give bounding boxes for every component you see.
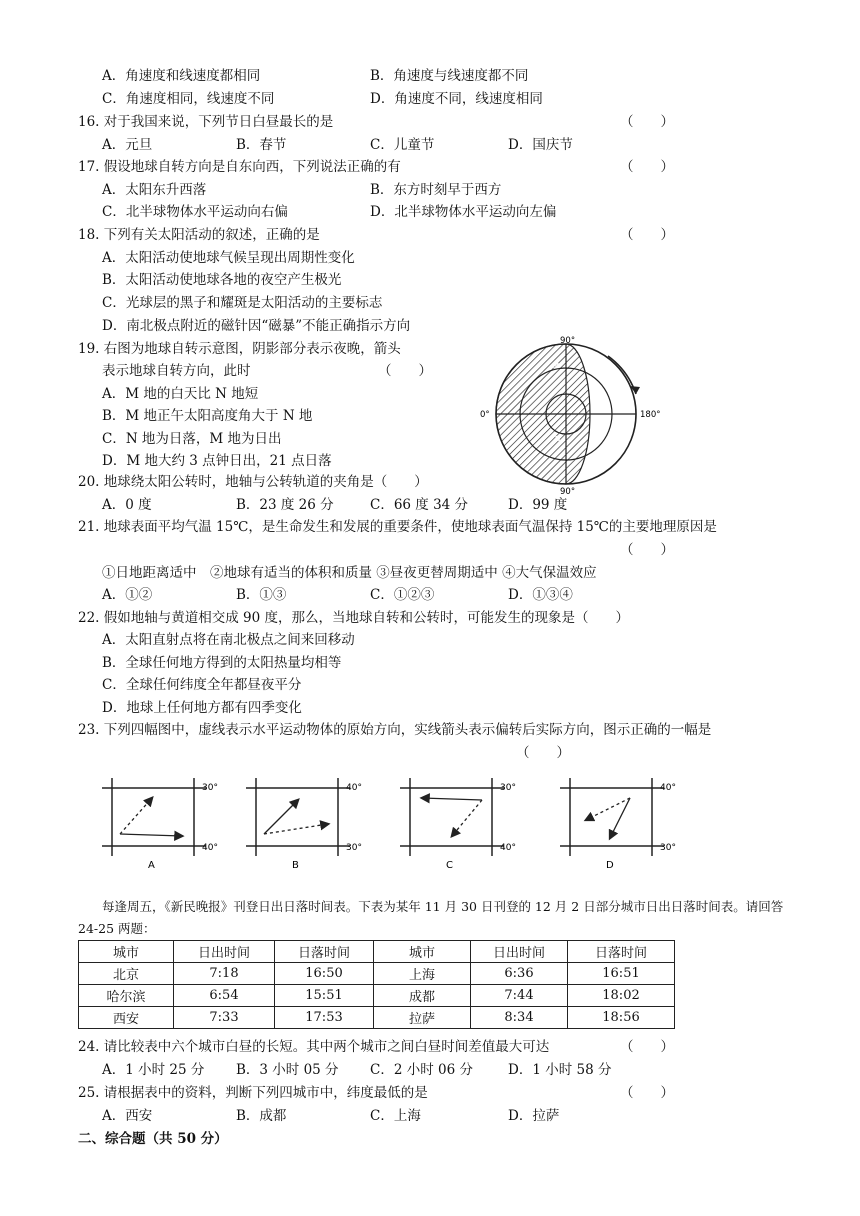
deflection-figure-b: [246, 778, 376, 868]
deflection-figure-c: [400, 778, 530, 868]
table-header-row: [79, 941, 675, 963]
q16-option-b: B．春节: [236, 137, 287, 153]
q22-option-c: C．全球任何纬度全年都昼夜平分: [102, 677, 302, 693]
fig-a-label: A: [148, 860, 155, 868]
q25-option-b: B．成都: [236, 1108, 287, 1124]
q18-option-d: D．南北极点附近的磁针因“磁暴”不能正确指示方向: [102, 318, 411, 334]
q16-answer-paren: （ ）: [620, 114, 674, 130]
q24-stem: 24. 请比较表中六个城市白昼的长短。其中两个城市之间白昼时间差值最大可达: [78, 1039, 550, 1055]
q15-option-d: D．角速度不同，线速度相同: [370, 91, 543, 107]
table-cell: 上海: [374, 963, 471, 985]
fig-a-bottom-lat: 40°: [202, 843, 218, 853]
table-cell: 成都: [374, 985, 471, 1007]
q17-answer-paren: （ ）: [620, 159, 674, 175]
q17-stem: 17. 假设地球自转方向是自东向西，下列说法正确的有: [78, 159, 401, 175]
fig-d-bottom-lat: 30°: [660, 843, 676, 853]
q20-option-c: C．66 度 34 分: [370, 497, 469, 513]
q15-option-a: A．角速度和线速度都相同: [102, 68, 261, 84]
fig-b-top-lat: 40°: [346, 783, 362, 793]
table-cell: 拉萨: [374, 1007, 471, 1029]
q24-option-c: C．2 小时 06 分: [370, 1062, 473, 1078]
table-cell: 6:36: [471, 963, 568, 985]
table-cell: 西安: [79, 1007, 174, 1029]
fig-c-bottom-lat: 40°: [500, 843, 516, 853]
table-cell: 7:33: [174, 1007, 275, 1029]
q19-option-d: D．M 地大约 3 点钟日出，21 点日落: [102, 453, 332, 469]
fig-a-top-lat: 30°: [202, 783, 218, 793]
q21-option-c: C．①②③: [370, 587, 435, 603]
q21-option-b: B．①③: [236, 587, 287, 603]
table-cell: 7:44: [471, 985, 568, 1007]
q20-option-a: A．0 度: [102, 497, 152, 513]
fig-d-label: D: [606, 860, 614, 868]
q19-stem-line2: 表示地球自转方向，此时: [102, 363, 251, 379]
q22-stem: 22. 假如地轴与黄道相交成 90 度，那么，当地球自转和公转时，可能发生的现象是（ ）: [78, 610, 630, 626]
q16-stem: 16. 对于我国来说，下列节日白昼最长的是: [78, 114, 334, 130]
q21-option-d: D．①③④: [508, 587, 573, 603]
q17-option-a: A．太阳东升西落: [102, 182, 207, 198]
q22-option-d: D．地球上任何地方都有四季变化: [102, 700, 302, 716]
q16-option-d: D．国庆节: [508, 137, 573, 153]
q19-option-a: A．M 地的白天比 N 地短: [102, 386, 259, 402]
fig-label-m: M: [553, 362, 560, 370]
sunrise-sunset-table: [78, 940, 675, 1029]
q18-option-c: C．光球层的黑子和耀斑是太阳活动的主要标志: [102, 295, 383, 311]
fig-c-label: C: [446, 860, 453, 868]
q24-option-d: D．1 小时 58 分: [508, 1062, 612, 1078]
fig-b-bottom-lat: 30°: [346, 843, 362, 853]
q20-option-d: D．99 度: [508, 497, 568, 513]
q20-option-b: B．23 度 26 分: [236, 497, 334, 513]
q21-answer-paren: （ ）: [620, 542, 674, 558]
q18-stem: 18. 下列有关太阳活动的叙述，正确的是: [78, 227, 320, 243]
table-cell: 16:51: [568, 963, 675, 985]
q15-option-b: B．角速度与线速度都不同: [370, 68, 529, 84]
q24-option-b: B．3 小时 05 分: [236, 1062, 339, 1078]
table-row: [79, 963, 675, 985]
q19-answer-paren: （ ）: [378, 363, 432, 379]
q16-option-a: A．元旦: [102, 137, 153, 153]
q15-option-c: C．角速度相同，线速度不同: [102, 91, 275, 107]
table-cell: 哈尔滨: [79, 985, 174, 1007]
fig-label-bottom: 90°: [560, 487, 576, 494]
q23-answer-paren: （ ）: [516, 745, 570, 761]
table-header: 日落时间: [275, 941, 374, 963]
earth-rotation-diagram: [474, 334, 674, 494]
q25-option-d: D．拉萨: [508, 1108, 560, 1124]
fig-c-top-lat: 30°: [500, 783, 516, 793]
q21-option-a: A．①②: [102, 587, 153, 603]
fig-d-top-lat: 40°: [660, 783, 676, 793]
q19-option-c: C．N 地为日落，M 地为日出: [102, 431, 282, 447]
q22-option-b: B．全球任何地方得到的太阳热量均相等: [102, 655, 342, 671]
table-cell: 6:54: [174, 985, 275, 1007]
q24-option-a: A．1 小时 25 分: [102, 1062, 205, 1078]
fig-b-label: B: [292, 860, 299, 868]
deflection-figure-a: [102, 778, 232, 868]
q22-option-a: A．太阳直射点将在南北极点之间来回移动: [102, 632, 355, 648]
table-cell: 17:53: [275, 1007, 374, 1029]
table-cell: 8:34: [471, 1007, 568, 1029]
q17-option-c: C．北半球物体水平运动向右偏: [102, 204, 288, 220]
fig-label-n: N: [555, 435, 561, 443]
q24-answer-paren: （ ）: [620, 1039, 674, 1055]
q21-stem: 21. 地球表面平均气温 15℃，是生命发生和发展的重要条件，使地球表面气温保持 15℃的主要地理原因是: [78, 519, 717, 535]
q19-option-b: B．M 地正午太阳高度角大于 N 地: [102, 408, 313, 424]
q17-option-b: B．东方时刻早于西方: [370, 182, 502, 198]
table-cell: 7:18: [174, 963, 275, 985]
q18-option-a: A．太阳活动使地球气候呈现出周期性变化: [102, 250, 355, 266]
fig-label-right: 180°: [640, 410, 661, 420]
fig-label-left: 0°: [480, 410, 490, 420]
table-header: 日落时间: [568, 941, 675, 963]
table-intro: 每逢周五，《新民晚报》刊登日出日落时间表。下表为某年 11 月 30 日刊登的 12 月 2 日部分城市日出日落时间表。请回答 24-25 两题：: [78, 899, 784, 936]
table-cell: 18:56: [568, 1007, 675, 1029]
table-cell: 15:51: [275, 985, 374, 1007]
deflection-figure-d: [560, 778, 690, 868]
table-cell: 18:02: [568, 985, 675, 1007]
table-header: 城市: [79, 941, 174, 963]
table-header: 日出时间: [471, 941, 568, 963]
table-row: [79, 1007, 675, 1029]
table-header: 城市: [374, 941, 471, 963]
table-row: [79, 985, 675, 1007]
table-cell: 16:50: [275, 963, 374, 985]
q25-option-a: A．西安: [102, 1108, 153, 1124]
q20-stem: 20. 地球绕太阳公转时，地轴与公转轨道的夹角是（ ）: [78, 474, 428, 490]
q25-answer-paren: （ ）: [620, 1085, 674, 1101]
q25-stem: 25. 请根据表中的资料，判断下列四城市中，纬度最低的是: [78, 1085, 428, 1101]
q18-option-b: B．太阳活动使地球各地的夜空产生极光: [102, 272, 342, 288]
table-header: 日出时间: [174, 941, 275, 963]
q17-option-d: D．北半球物体水平运动向左偏: [370, 204, 557, 220]
table-cell: 北京: [79, 963, 174, 985]
fig-label-top: 90°: [560, 336, 576, 346]
q21-items: ①日地距离适中 ②地球有适当的体积和质量 ③昼夜更替周期适中 ④大气保温效应: [102, 565, 597, 581]
q16-option-c: C．儿童节: [370, 137, 435, 153]
section-heading: 二、综合题（共 50 分）: [78, 1131, 228, 1147]
q23-stem: 23. 下列四幅图中，虚线表示水平运动物体的原始方向，实线箭头表示偏转后实际方向，图示正确的一幅是: [78, 722, 712, 738]
q18-answer-paren: （ ）: [620, 227, 674, 243]
q25-option-c: C．上海: [370, 1108, 421, 1124]
q19-stem-line1: 19. 右图为地球自转示意图，阴影部分表示夜晚，箭头: [78, 341, 401, 357]
